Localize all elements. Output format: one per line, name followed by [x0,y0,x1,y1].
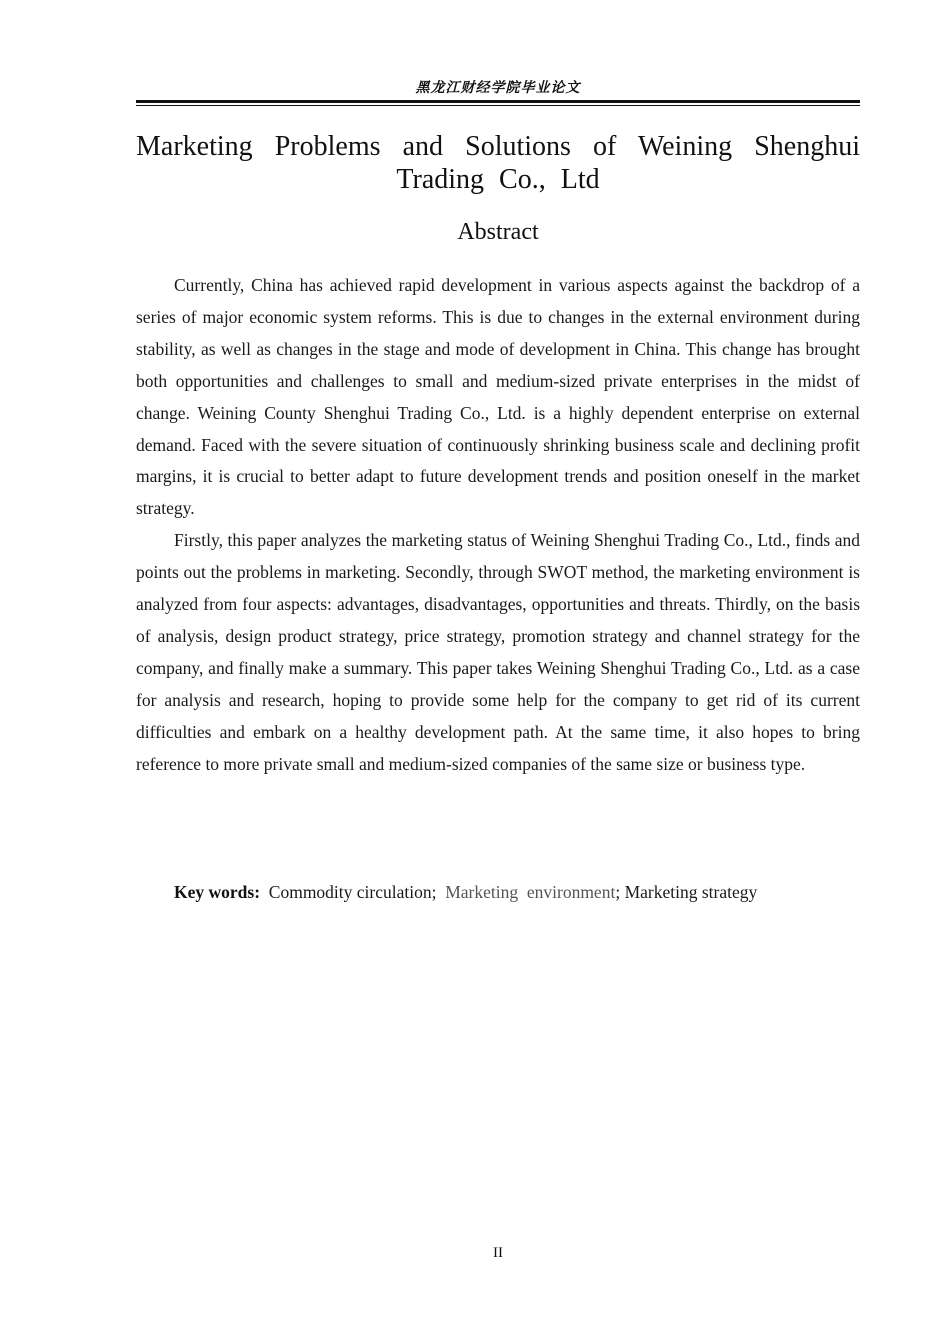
abstract-paragraph-2: Firstly, this paper analyzes the marketing status of Weining Shenghui Trading Co., Ltd., finds and points out the problems in marketing. Secondly, through SWOT method, the marketing environment is analyzed from four aspects: advantages, disadvantages, opportunities and threats. Thirdly, on the basis of analysis, design product strategy, price strategy, promotion strategy and channel strategy for the company, and finally make a summary. This paper takes Weining Shenghui Trading Co., Ltd. as a case for analysis and research, hoping to provide some help for the company to get rid of its current difficulties and embark on a healthy development path. At the same time, it also hopes to bring reference to more private small and medium-sized companies of the same size or business type. [136,530,860,774]
running-header: 黑龙江财经学院毕业论文 [415,80,581,96]
keywords-label: Key words: [174,882,261,902]
keyword-2: Marketing environment [445,882,616,902]
header-rule-thick [136,100,860,103]
keyword-3: ; Marketing strategy [615,882,758,902]
abstract-paragraph-1: Currently, China has achieved rapid development in various aspects against the backdrop of a series of major economic system reforms. This is due to changes in the external environment during stability, as well as changes in the stage and mode of development in China. This change has brought both opportunities and challenges to small and medium-sized private enterprises in the midst of change. Weining County Shenghui Trading Co., Ltd. is a highly dependent enterprise on external demand. Faced with the severe situation of continuously shrinking business scale and declining profit margins, it is crucial to better adapt to future development trends and position oneself in the market strategy. [136,275,860,519]
abstract-heading: Abstract [457,219,539,245]
abstract-body [136,270,860,781]
keywords-line [174,878,757,906]
page-number: II [493,1245,503,1261]
keyword-1: Commodity circulation; [268,882,437,902]
paper-title: Marketing Problems and Solutions of Weining Shenghui Trading Co., Ltd [136,131,860,195]
header-rule-thin [136,105,860,106]
